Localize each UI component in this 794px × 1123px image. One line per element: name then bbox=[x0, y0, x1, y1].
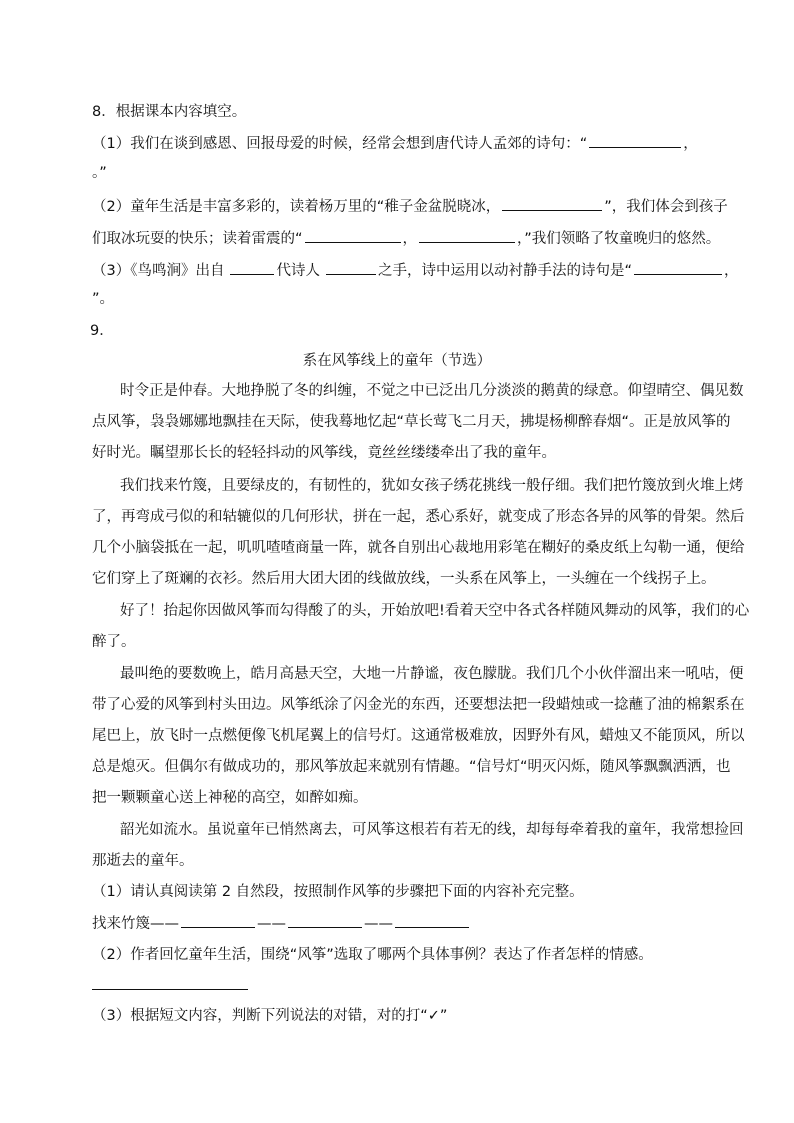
q8-item1-line1 bbox=[92, 133, 698, 154]
q9-sub2-answer-line[interactable] bbox=[92, 989, 248, 990]
q8-item3-line2 bbox=[92, 289, 114, 309]
q9-sub2: （2）作者回忆童年生活，围绕“风筝”选取了哪两个具体事例？表达了作者怎样的情感。 bbox=[92, 947, 653, 963]
passage-line: 我们找来竹篾，且要绿皮的，有韧性的，犹如女孩子绣花挑线一般仔细。我们把竹篾放到火堆上烤 bbox=[120, 478, 744, 494]
q9-sub1-fill bbox=[92, 913, 471, 934]
passage-line: 它们穿上了斑斓的衣衫。然后用大团大团的线做放线，一头系在风筝上，一头缠在一个线拐子上。 bbox=[92, 571, 716, 587]
q8-item2-text3: 们取冰玩耍的快乐；读着雷震的“ bbox=[92, 231, 303, 247]
q8-item2-comma: ， bbox=[402, 231, 418, 247]
passage-line: 好时光。瞩望那长长的轻轻抖动的风筝线，竟丝丝缕缕牵出了我的童年。 bbox=[92, 445, 556, 461]
q8-item2-text4: ，”我们领略了牧童晚归的悠然。 bbox=[517, 231, 721, 247]
q9-sub3: （3）根据短文内容，判断下列说法的对错，对的打“✓” bbox=[92, 1008, 448, 1024]
q8-item3-comma: ， bbox=[724, 263, 739, 279]
q8-item1-comma: ， bbox=[683, 136, 698, 152]
q9-sub1-blank2[interactable] bbox=[288, 913, 362, 928]
q8-item2-blank3[interactable] bbox=[419, 228, 515, 243]
passage-line: 好了！抬起你因做风筝而勾得酸了的头，开始放吧!看着天空中各式各样随风舞动的风筝，我们的心 bbox=[120, 603, 750, 619]
passage-line: 把一颗颗童心送上神秘的高空，如醉如痴。 bbox=[92, 790, 368, 806]
q8-item2-line1 bbox=[92, 196, 728, 217]
q8-item2-blank2[interactable] bbox=[305, 228, 401, 243]
q8-item2-text: （2）童年生活是丰富多彩的，读着杨万里的“稚子金盆脱晓冰， bbox=[92, 199, 501, 215]
passage-line: 时令正是仲春。大地挣脱了冬的纠缠，不觉之中已泛出几分淡淡的鹅黄的绿意。仰望晴空、偶见数 bbox=[120, 383, 744, 399]
q9-sub1-dash: —— bbox=[364, 916, 393, 932]
q8-item2-blank1[interactable] bbox=[502, 196, 602, 211]
q9-sub1-blank3[interactable] bbox=[395, 913, 469, 928]
q8-item1-text: （1）我们在谈到感恩、回报母爱的时候，经常会想到唐代诗人孟郊的诗句：“ bbox=[92, 136, 588, 152]
passage-line: 尾巴上，放飞时一点燃便像飞机尾翼上的信号灯。这通常极难放，因野外有风，蜡烛又不能顶风，所以 bbox=[92, 728, 745, 744]
q8-item2-text2: ”，我们体会到孩子 bbox=[604, 199, 728, 215]
q9-sub1-blank1[interactable] bbox=[181, 913, 255, 928]
q8-item3-close: ”。 bbox=[92, 291, 115, 307]
q8-item3-blank1[interactable] bbox=[230, 260, 274, 275]
q8-item2-line2 bbox=[92, 228, 720, 249]
q8-item3-blank3[interactable] bbox=[634, 260, 722, 275]
q8-item3-text: （3）《鸟鸣涧》出自 bbox=[92, 263, 225, 279]
q8-item3-line1 bbox=[92, 260, 739, 281]
passage-line: 韶光如流水。虽说童年已悄然离去，可风筝这根若有若无的线，却每每牵着我的童年，我常想捡回 bbox=[120, 822, 744, 838]
q9-sub1: （1）请认真阅读第 2 自然段，按照制作风筝的步骤把下面的内容补充完整。 bbox=[92, 884, 584, 900]
passage-line: 醉了。 bbox=[92, 634, 136, 650]
q9-sub1-dash: —— bbox=[257, 916, 286, 932]
q9-number: 9． bbox=[90, 323, 114, 339]
passage-line: 最叫绝的要数晚上，皓月高悬天空，大地一片静谧，夜色朦胧。我们几个小伙伴溜出来一吼咕，便 bbox=[120, 666, 744, 682]
passage-line: 那逝去的童年。 bbox=[92, 853, 194, 869]
q8-item3-text2: 代诗人 bbox=[276, 263, 320, 279]
q8-heading: 8．根据课本内容填空。 bbox=[92, 104, 247, 120]
q8-item1-line2 bbox=[92, 163, 107, 183]
q8-item3-text3: 之手，诗中运用以动衬静手法的诗句是“ bbox=[377, 263, 632, 279]
q8-item1-blank1[interactable] bbox=[589, 133, 681, 148]
passage-line: 点风筝，袅袅娜娜地飘挂在天际，使我蓦地忆起“草长莺飞二月天，拂堤杨柳醉春烟“。正是放风筝的 bbox=[92, 414, 731, 430]
passage-title: 系在风筝线上的童年（节选） bbox=[302, 353, 492, 369]
q8-item1-close: 。” bbox=[92, 165, 107, 181]
q8-item3-blank2[interactable] bbox=[326, 260, 376, 275]
passage-line: 总是熄灭。但偶尔有做成功的，那风筝放起来就别有情趣。“信号灯“明灭闪烁，随风筝飘飘洒洒，也 bbox=[92, 759, 731, 775]
passage-line: 了，再弯成弓似的和轱辘似的几何形状，拼在一起，悉心系好，就变成了形态各异的风筝的骨架。然后 bbox=[92, 509, 745, 525]
passage-line: 带了心爱的风筝到村头田边。风筝纸涂了闪金光的东西，还要想法把一段蜡烛或一捻蘸了油的棉絮系在 bbox=[92, 697, 745, 713]
q9-sub1-fill-start: 找来竹篾—— bbox=[92, 916, 179, 932]
passage-line: 几个小脑袋抵在一起，叽叽喳喳商量一阵，就各自别出心裁地用彩笔在糊好的桑皮纸上勾勒一通，便给 bbox=[92, 540, 745, 556]
